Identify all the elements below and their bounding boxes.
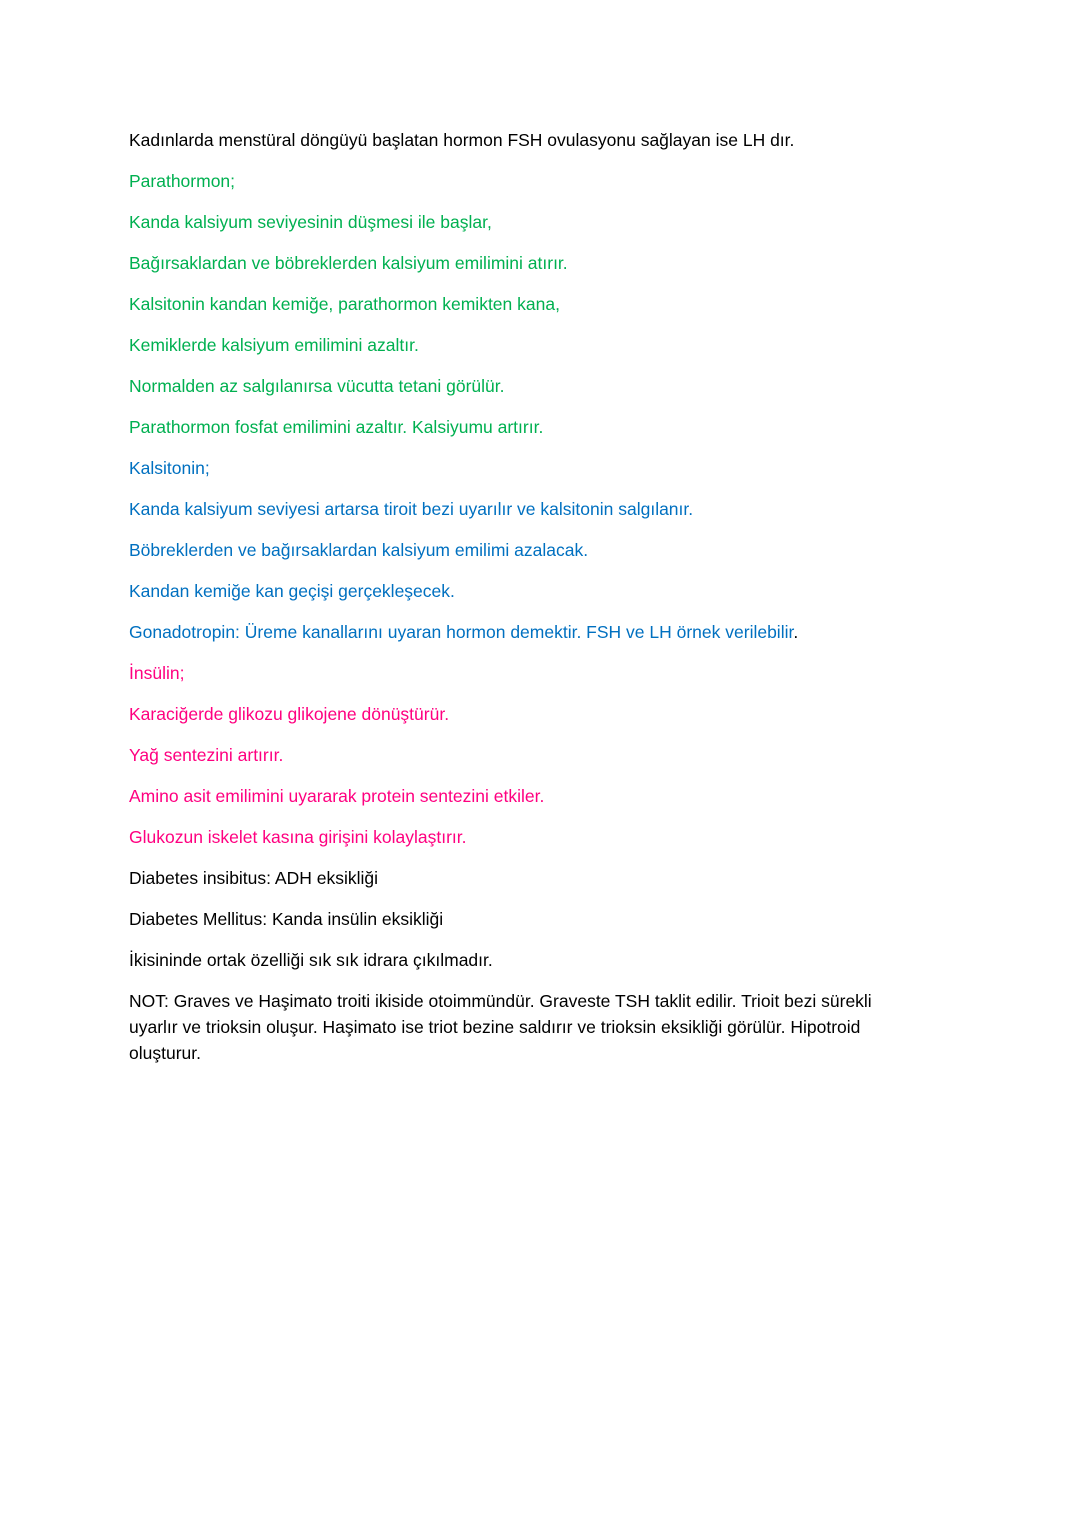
gonadotropin-line <box>129 619 919 645</box>
document-body <box>129 127 919 1066</box>
kalsitonin-line: Kandan kemiğe kan geçişi gerçekleşecek. <box>129 581 455 601</box>
parathormon-line: Parathormon fosfat emilimini azaltır. Kalsiyumu artırır. <box>129 417 544 437</box>
insulin-line: Amino asit emilimini uyararak protein sentezini etkiler. <box>129 786 545 806</box>
parathormon-line: Kalsitonin kandan kemiğe, parathormon kemikten kana, <box>129 294 560 314</box>
parathormon-line: Bağırsaklardan ve böbreklerden kalsiyum emilimini atırır. <box>129 253 568 273</box>
parathormon-line: Normalden az salgılanırsa vücutta tetani görülür. <box>129 376 505 396</box>
insulin-line: Yağ sentezini artırır. <box>129 745 284 765</box>
insulin-heading: İnsülin; <box>129 663 185 683</box>
diabetes-line: Diabetes insibitus: ADH eksikliği <box>129 868 378 888</box>
parathormon-line: Kanda kalsiyum seviyesinin düşmesi ile başlar, <box>129 212 492 232</box>
diabetes-line: İkisininde ortak özelliği sık sık idrara çıkılmadır. <box>129 950 493 970</box>
gonadotropin-period: . <box>793 622 799 642</box>
note-paragraph: NOT: Graves ve Haşimato troiti ikiside otoimmündür. Graveste TSH taklit edilir. Trioit bezi sürekli uyarlır ve trioksin oluşur. Haşimato ise triot bezine saldırır ve trioksin eksikliği görülür. Hipotroid oluşturur. <box>129 991 872 1063</box>
parathormon-line: Kemiklerde kalsiyum emilimini azaltır. <box>129 335 419 355</box>
gonadotropin-text: Gonadotropin: Üreme kanallarını uyaran hormon demektir. FSH ve LH örnek verilebilir <box>129 622 794 642</box>
parathormon-heading: Parathormon; <box>129 171 236 191</box>
kalsitonin-line: Böbreklerden ve bağırsaklardan kalsiyum emilimi azalacak. <box>129 540 589 560</box>
insulin-line: Karaciğerde glikozu glikojene dönüştürür. <box>129 704 450 724</box>
intro-text: Kadınlarda menstüral döngüyü başlatan hormon FSH ovulasyonu sağlayan ise LH dır. <box>129 130 795 150</box>
kalsitonin-heading: Kalsitonin; <box>129 458 210 478</box>
insulin-line: Glukozun iskelet kasına girişini kolaylaştırır. <box>129 827 467 847</box>
kalsitonin-line: Kanda kalsiyum seviyesi artarsa tiroit bezi uyarılır ve kalsitonin salgılanır. <box>129 499 694 519</box>
diabetes-line: Diabetes Mellitus: Kanda insülin eksikliği <box>129 909 444 929</box>
